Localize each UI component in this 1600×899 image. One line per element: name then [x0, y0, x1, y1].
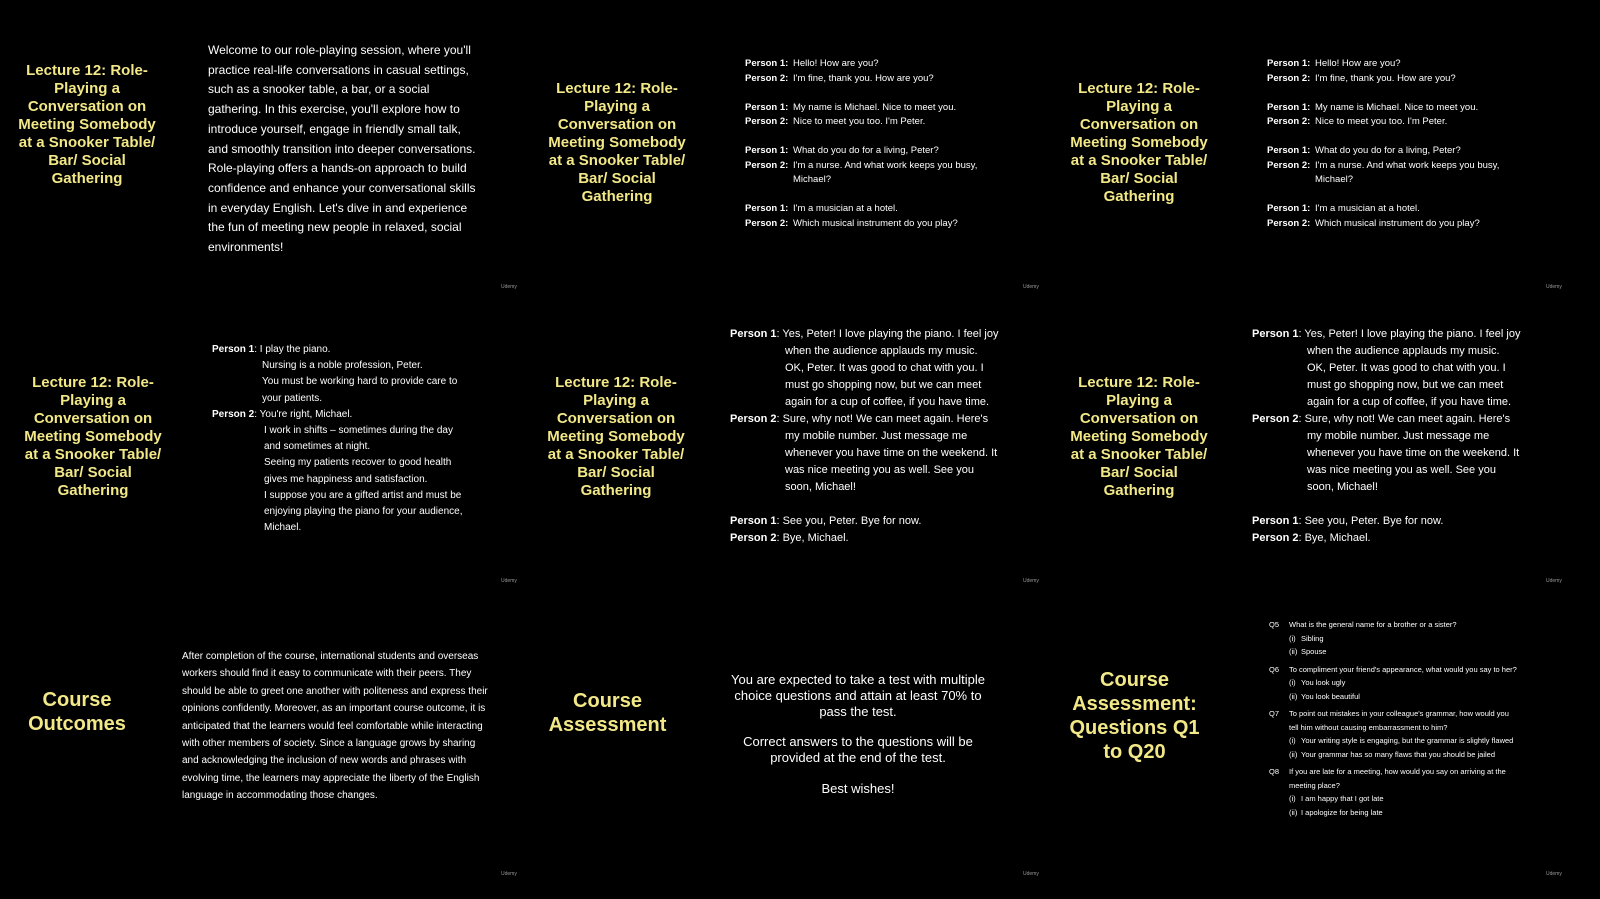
- question-options: [1269, 792, 1519, 819]
- dialogue-line: You must be working hard to provide care to: [262, 376, 458, 388]
- dialogue-gap: [1267, 188, 1517, 203]
- quiz-question: [1269, 663, 1519, 677]
- dialogue-row: [730, 411, 1030, 428]
- option-label: (i): [1289, 794, 1296, 803]
- speaker-label: Person 2:: [745, 116, 789, 127]
- dialogue-line: : Yes, Peter! I love playing the piano. I feel joy: [1298, 328, 1521, 340]
- dialogue-row: [1252, 411, 1552, 428]
- dialogue-line: was nice meeting you as well. See you: [1307, 464, 1496, 476]
- lecture-title: Lecture 12: Role-Playing a Conversation on Meeting Somebody at a Snooker Table/ Bar/ Social Gathering: [547, 374, 685, 499]
- dialogue-line: enjoying playing the piano for your audience,: [264, 506, 463, 518]
- dialogue-row: [1267, 72, 1517, 87]
- speaker-label: Person 1: [1252, 515, 1299, 527]
- dialogue-line: I'm fine, thank you. How are you?: [1315, 72, 1456, 84]
- quiz-questions: [1269, 618, 1519, 823]
- question-options: [1269, 734, 1519, 761]
- option-label: (ii): [1289, 807, 1298, 817]
- dialogue-line: I'm fine, thank you. How are you?: [793, 72, 934, 84]
- dialogue-line: : Bye, Michael.: [776, 532, 849, 544]
- dialogue-row: [1267, 144, 1517, 159]
- assessment-text-3: Best wishes!: [821, 781, 895, 796]
- dialogue-line: when the audience applauds my music.: [785, 345, 978, 357]
- speaker-label: Person 2:: [745, 72, 789, 84]
- dialogue-line: OK, Peter. It was good to chat with you. I: [1307, 362, 1506, 374]
- speaker-label: Person 2:: [745, 217, 789, 229]
- speaker-label: Person 1:: [1267, 203, 1311, 214]
- lecture-title: Lecture 12: Role-Playing a Conversation on Meeting Somebody at a Snooker Table/ Bar/ Social Gathering: [1070, 374, 1208, 499]
- speaker-label: Person 2: [212, 408, 255, 420]
- slide-outcomes: [0, 588, 523, 899]
- slide-dialogue-2: [0, 294, 523, 588]
- speaker-label: Person 2:: [1267, 217, 1311, 229]
- speaker-label: Person 1:: [1267, 58, 1311, 69]
- dialogue-line: again for a cup of coffee, if you have time.: [1307, 396, 1512, 408]
- intro-text: Welcome to our role-playing session, where you'll practice real-life conversations in casual settings, such as a snooker table, a bar, or a social gathering. In this exercise, you'll explore how to introduce yourself, engage in friendly small talk, and smoothly transition into deeper conversations. Role-playing offers a hands-on approach to build confidence and enhance your conversational skills in everyday English. Let's dive in and experience the fun of meeting new people in relaxed, social environments!: [208, 43, 476, 255]
- dialogue-line: your patients.: [262, 392, 323, 404]
- dialogue-gap: [745, 86, 985, 101]
- dialogue-row: [730, 513, 1030, 530]
- speaker-label: Person 2: [730, 532, 777, 544]
- option-label: (i): [1289, 633, 1296, 643]
- lecture-title: Lecture 12: Role-Playing a Conversation on Meeting Somebody at a Snooker Table/ Bar/ Social Gathering: [24, 374, 162, 499]
- slide-dialogue-3a: [523, 294, 1045, 588]
- question-text: If you are late for a meeting, how would you say on arriving at the meeting place?: [1289, 767, 1506, 790]
- dialogue-row: [1252, 326, 1552, 343]
- dialogue-line: : Yes, Peter! I love playing the piano. I feel joy: [776, 328, 999, 340]
- dialogue-line: I'm a nurse. And what work keeps you busy, Michael?: [1315, 159, 1500, 185]
- option-text: I am happy that I got late: [1301, 794, 1384, 803]
- dialogue-line: : I play the piano.: [254, 344, 331, 355]
- dialogue-line: My name is Michael. Nice to meet you.: [1315, 101, 1479, 113]
- dialogue-line: : See you, Peter. Bye for now.: [776, 515, 922, 527]
- slide-quiz: [1045, 588, 1600, 899]
- dialogue-line: and sometimes at night.: [264, 441, 371, 453]
- dialogue-row: [1267, 202, 1517, 217]
- dialogue-line: soon, Michael!: [785, 481, 856, 493]
- dialogue-line: : Sure, why not! We can meet again. Here's: [776, 413, 989, 425]
- lecture-title: Lecture 12: Role-Playing a Conversation on Meeting Somebody at a Snooker Table/ Bar/ Social Gathering: [18, 62, 156, 187]
- dialogue-line: must go shopping now, but we can meet: [785, 379, 982, 391]
- outcomes-title: Course Outcomes: [28, 689, 126, 735]
- dialogue-line: gives me happiness and satisfaction.: [264, 473, 428, 485]
- dialogue-gap: [745, 188, 985, 203]
- option-label: (i): [1289, 678, 1296, 687]
- quiz-title: Course Assessment: Questions Q1 to Q20: [1069, 669, 1200, 763]
- dialogue-gap: [1252, 496, 1552, 513]
- option-text: Spouse: [1301, 647, 1327, 656]
- speaker-label: Person 1: [212, 344, 255, 355]
- speaker-label: Person 2:: [745, 159, 789, 171]
- quiz-option: [1289, 792, 1519, 806]
- dialogue-gap: [1267, 86, 1517, 101]
- quiz-option: [1289, 632, 1519, 646]
- lecture-title: Lecture 12: Role-Playing a Conversation on Meeting Somebody at a Snooker Table/ Bar/ Social Gathering: [1070, 80, 1208, 205]
- dialogue-line: OK, Peter. It was good to chat with you. I: [785, 362, 984, 374]
- quiz-gap: [1269, 819, 1519, 823]
- watermark: Udemy: [501, 284, 517, 290]
- dialogue-row: [745, 72, 985, 87]
- slide-dialogue-1b: [1045, 0, 1600, 294]
- dialogue-line: my mobile number. Just message me: [785, 430, 968, 442]
- speaker-label: Person 1:: [745, 58, 789, 69]
- question-number: Q6: [1269, 664, 1280, 674]
- speaker-label: Person 2:: [1267, 116, 1311, 127]
- lecture-title: Lecture 12: Role-Playing a Conversation on Meeting Somebody at a Snooker Table/ Bar/ Social Gathering: [548, 80, 686, 205]
- dialogue-gap: [745, 130, 985, 145]
- question-text: To compliment your friend's appearance, what would you say to her?: [1289, 664, 1517, 674]
- question-number: Q8: [1269, 767, 1280, 776]
- speaker-label: Person 2:: [1267, 72, 1311, 84]
- question-number: Q7: [1269, 709, 1280, 718]
- dialogue-row: [745, 217, 985, 232]
- dialogue-line: Seeing my patients recover to good health: [264, 457, 452, 469]
- dialogue-line: My name is Michael. Nice to meet you.: [793, 101, 957, 113]
- dialogue-row: [1267, 115, 1517, 130]
- slide-assessment: [523, 588, 1045, 899]
- dialogue-row: [730, 530, 1030, 547]
- quiz-question: [1269, 707, 1519, 734]
- dialogue-line: : See you, Peter. Bye for now.: [1298, 515, 1444, 527]
- slide-intro: [0, 0, 523, 294]
- quiz-option: [1289, 806, 1519, 820]
- question-number: Q5: [1269, 620, 1280, 629]
- watermark: Udemy: [1023, 578, 1039, 584]
- dialogue-line: whenever you have time on the weekend. It: [1307, 447, 1520, 459]
- dialogue-row: [745, 115, 985, 130]
- watermark: Udemy: [1546, 578, 1562, 584]
- watermark: Udemy: [1546, 284, 1562, 290]
- assessment-title: Course Assessment: [548, 690, 667, 736]
- quiz-question: [1269, 765, 1519, 792]
- option-text: I apologize for being late: [1301, 807, 1383, 817]
- speaker-label: Person 2:: [1267, 159, 1311, 171]
- watermark: Udemy: [1546, 871, 1562, 877]
- dialogue-row: [745, 159, 985, 188]
- speaker-label: Person 1:: [1267, 145, 1311, 156]
- dialogue-row: [730, 326, 1030, 343]
- dialogue-line: I'm a musician at a hotel.: [1315, 203, 1420, 214]
- speaker-label: Person 1:: [745, 145, 789, 156]
- dialogue-line: my mobile number. Just message me: [1307, 430, 1490, 442]
- dialogue-line: I'm a musician at a hotel.: [793, 203, 898, 214]
- dialogue-line: was nice meeting you as well. See you: [785, 464, 974, 476]
- dialogue-gap: [730, 496, 1030, 513]
- dialogue-row: [745, 202, 985, 217]
- assessment-text-1: You are expected to take a test with multiple choice questions and attain at least 70% to pass the test.: [731, 672, 985, 719]
- option-label: (i): [1289, 736, 1296, 745]
- outcomes-text: After completion of the course, international students and overseas workers should find it easy to communicate with their peers. They should be able to greet one another with politeness and express their opinions confidently. Moreover, as an important course outcome, it is anticipated that the learners would feel comfortable while interacting with other members of society. Since a language grows by sharing and acknowledging the inclusion of new words and phrases with evolving time, the learners may appreciate the liberty of the English language in accommodating those changes.: [182, 651, 488, 802]
- option-text: Your writing style is engaging, but the grammar is slightly flawed: [1301, 736, 1514, 745]
- watermark: Udemy: [501, 871, 517, 877]
- dialogue-line: must go shopping now, but we can meet: [1307, 379, 1504, 391]
- dialogue-line: Hello! How are you?: [793, 58, 879, 69]
- speaker-label: Person 2: [730, 413, 777, 425]
- slide-dialogue-1a: [523, 0, 1045, 294]
- dialogue-line: Michael.: [264, 522, 302, 534]
- dialogue-gap: [1267, 130, 1517, 145]
- quiz-option: [1289, 690, 1519, 704]
- question-options: [1269, 676, 1519, 703]
- watermark: Udemy: [1023, 284, 1039, 290]
- dialogue-row: [1267, 101, 1517, 116]
- speaker-label: Person 1:: [1267, 101, 1311, 113]
- dialogue-line: Nursing is a noble profession, Peter.: [262, 360, 423, 372]
- dialogue-list: [1267, 57, 1517, 231]
- dialogue-line: What do you do for a living, Peter?: [793, 145, 939, 156]
- dialogue-2: [212, 342, 492, 536]
- speaker-label: Person 1: [730, 328, 777, 340]
- dialogue-line: I work in shifts – sometimes during the day: [264, 425, 453, 437]
- dialogue-list: [745, 57, 985, 231]
- dialogue-line: : You're right, Michael.: [254, 408, 353, 420]
- quiz-option: [1289, 748, 1519, 762]
- question-options: [1269, 632, 1519, 659]
- quiz-option: [1289, 645, 1519, 659]
- dialogue-line: whenever you have time on the weekend. It: [785, 447, 998, 459]
- dialogue-3: [1252, 326, 1552, 547]
- dialogue-line: Which musical instrument do you play?: [1315, 217, 1480, 229]
- option-label: (ii): [1289, 691, 1298, 701]
- dialogue-line: What do you do for a living, Peter?: [1315, 145, 1461, 156]
- dialogue-row: [745, 57, 985, 72]
- question-text: To point out mistakes in your colleague's grammar, how would you tell him without causing embarrassment to him?: [1289, 709, 1509, 732]
- dialogue-line: I'm a nurse. And what work keeps you busy, Michael?: [793, 159, 978, 185]
- dialogue-line: Nice to meet you too. I'm Peter.: [1315, 116, 1448, 127]
- dialogue-line: again for a cup of coffee, if you have time.: [785, 396, 990, 408]
- speaker-label: Person 2: [1252, 413, 1299, 425]
- dialogue-line: : Bye, Michael.: [1298, 532, 1371, 544]
- dialogue-3: [730, 326, 1030, 547]
- speaker-label: Person 1: [1252, 328, 1299, 340]
- option-text: Your grammar has so many flaws that you should be jailed: [1301, 749, 1495, 759]
- dialogue-row: [745, 101, 985, 116]
- option-text: You look ugly: [1301, 678, 1346, 687]
- dialogue-row: [1252, 513, 1552, 530]
- option-label: (ii): [1289, 647, 1298, 656]
- quiz-option: [1289, 676, 1519, 690]
- dialogue-row: [1252, 530, 1552, 547]
- slide-dialogue-3b: [1045, 294, 1600, 588]
- dialogue-line: Hello! How are you?: [1315, 58, 1401, 69]
- dialogue-row: [745, 144, 985, 159]
- dialogue-line: Which musical instrument do you play?: [793, 217, 958, 229]
- watermark: Udemy: [1023, 871, 1039, 877]
- quiz-option: [1289, 734, 1519, 748]
- dialogue-row: [1267, 159, 1517, 188]
- assessment-text-2: Correct answers to the questions will be provided at the end of the test.: [743, 734, 973, 765]
- speaker-label: Person 1:: [745, 203, 789, 214]
- dialogue-row: [1267, 57, 1517, 72]
- watermark: Udemy: [501, 578, 517, 584]
- dialogue-line: when the audience applauds my music.: [1307, 345, 1500, 357]
- dialogue-row: [1267, 217, 1517, 232]
- question-text: What is the general name for a brother or a sister?: [1289, 620, 1457, 629]
- option-label: (ii): [1289, 749, 1298, 759]
- speaker-label: Person 1: [730, 515, 777, 527]
- dialogue-line: : Sure, why not! We can meet again. Here's: [1298, 413, 1511, 425]
- option-text: You look beautiful: [1301, 691, 1360, 701]
- option-text: Sibling: [1301, 633, 1324, 643]
- speaker-label: Person 2: [1252, 532, 1299, 544]
- speaker-label: Person 1:: [745, 101, 789, 113]
- dialogue-line: soon, Michael!: [1307, 481, 1378, 493]
- quiz-question: [1269, 618, 1519, 632]
- dialogue-line: I suppose you are a gifted artist and must be: [264, 489, 462, 501]
- dialogue-line: Nice to meet you too. I'm Peter.: [793, 116, 926, 127]
